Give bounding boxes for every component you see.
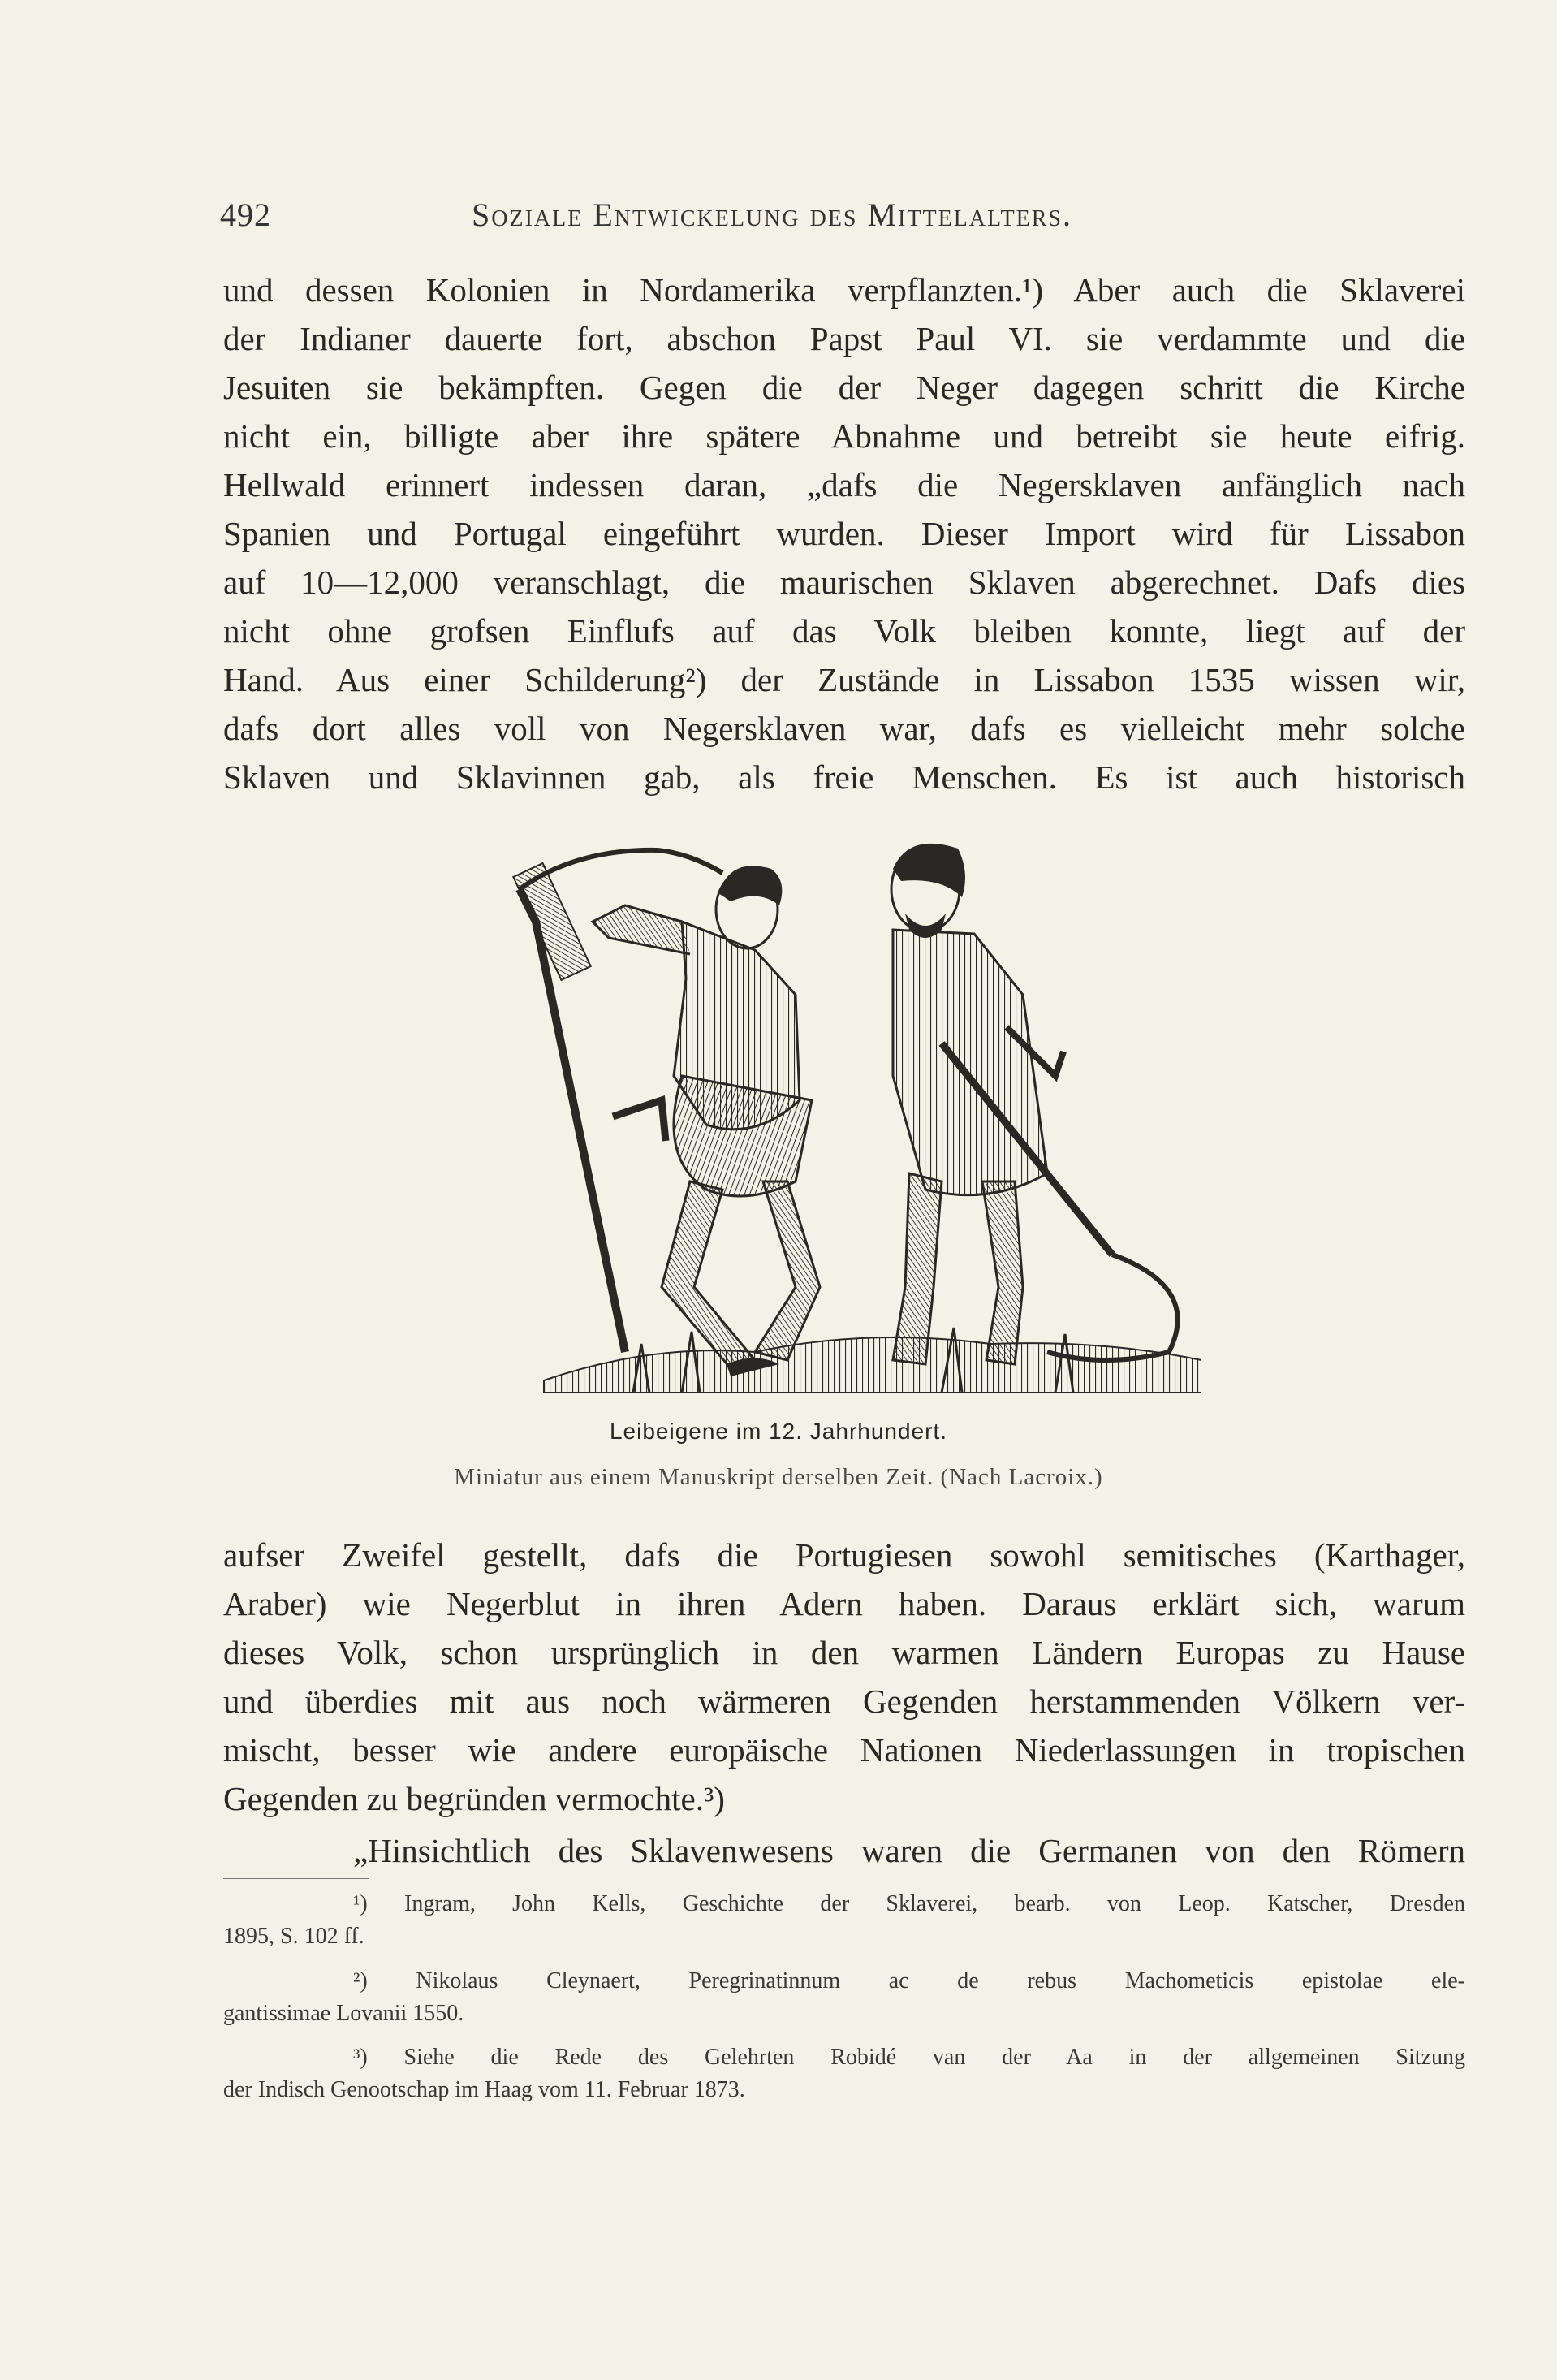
text-line: nicht ohne grofsen Einflufs auf das Volk bleiben konnte, liegt auf der [223, 612, 1465, 650]
footnote-1 [223, 1888, 1465, 1953]
paragraph-3 [223, 1826, 1465, 1875]
text-line: mischt, besser wie andere europäische Nationen Niederlassungen in tropischen [223, 1731, 1465, 1769]
text-line: auf 10—12,000 veranschlagt, die maurischen Sklaven abgerechnet. Dafs dies [223, 564, 1465, 601]
text-line: der Indianer dauerte fort, abschon Papst Paul VI. sie verdammte und die [223, 320, 1465, 357]
text-line: Gegenden zu begründen vermochte.³) [223, 1780, 725, 1817]
footnote-divider [223, 1878, 369, 1879]
text-line: „Hinsichtlich des Sklavenwesens waren die Germanen von den Römern [353, 1832, 1465, 1869]
text-line: Hellwald erinnert indessen daran, „dafs die Negersklaven anfänglich nach [223, 466, 1465, 503]
text-line: nicht ein, billigte aber ihre spätere Abnahme und betreibt sie heute eifrig. [223, 417, 1465, 455]
text-line: Hand. Aus einer Schilderung²) der Zustände in Lissabon 1535 wissen wir, [223, 661, 1465, 698]
footnote-line: ¹) Ingram, John Kells, Geschichte der Sklaverei, bearb. von Leop. Katscher, Dresden [353, 1891, 1465, 1916]
text-line: dieses Volk, schon ursprünglich in den warmen Ländern Europas zu Hause [223, 1634, 1465, 1671]
page-number: 492 [220, 197, 271, 233]
page-header [220, 196, 1218, 236]
mowers-illustration [487, 832, 1201, 1401]
text-line: Sklaven und Sklavinnen gab, als freie Menschen. Es ist auch historisch [223, 758, 1465, 796]
woodcut-illustration [487, 832, 1201, 1401]
paragraph-2 [223, 1531, 1465, 1823]
footnote-line: der Indisch Genootschap im Haag vom 11. Februar 1873. [223, 2077, 745, 2102]
text-line: Spanien und Portugal eingeführt wurden. Dieser Import wird für Lissabon [223, 515, 1465, 552]
text-line: dafs dort alles voll von Negersklaven war, dafs es vielleicht mehr solche [223, 710, 1465, 747]
text-line: und überdies mit aus noch wärmeren Gegenden herstammenden Völkern ver- [223, 1682, 1465, 1720]
footnote-line: 1895, S. 102 ff. [223, 1924, 364, 1949]
paragraph-1 [223, 266, 1465, 801]
text-line: und dessen Kolonien in Nordamerika verpflanzten.¹) Aber auch die Sklaverei [223, 271, 1465, 309]
figure-caption-source: Miniatur aus einem Manuskript derselben Zeit. (Nach Lacroix.) [454, 1464, 1103, 1490]
footnote-3 [223, 2041, 1465, 2106]
text-line: Araber) wie Negerblut in ihren Adern haben. Daraus erklärt sich, warum [223, 1585, 1465, 1622]
running-title: Soziale Entwickelung des Mittelalters. [472, 197, 1073, 233]
figure-caption-title: Leibeigene im 12. Jahrhundert. [609, 1419, 948, 1444]
text-line: aufser Zweifel gestellt, dafs die Portugiesen sowohl semitisches (Karthager, [223, 1536, 1465, 1574]
text-line: Jesuiten sie bekämpften. Gegen die der Neger dagegen schritt die Kirche [223, 369, 1465, 406]
footnote-2 [223, 1965, 1465, 2030]
footnote-line: ²) Nikolaus Cleynaert, Peregrinatinnum ac de rebus Machometicis epistolae ele- [353, 1968, 1465, 1993]
footnote-line: gantissimae Lovanii 1550. [223, 2001, 464, 2026]
footnote-line: ³) Siehe die Rede des Gelehrten Robidé van der Aa in der allgemeinen Sitzung [353, 2045, 1465, 2070]
